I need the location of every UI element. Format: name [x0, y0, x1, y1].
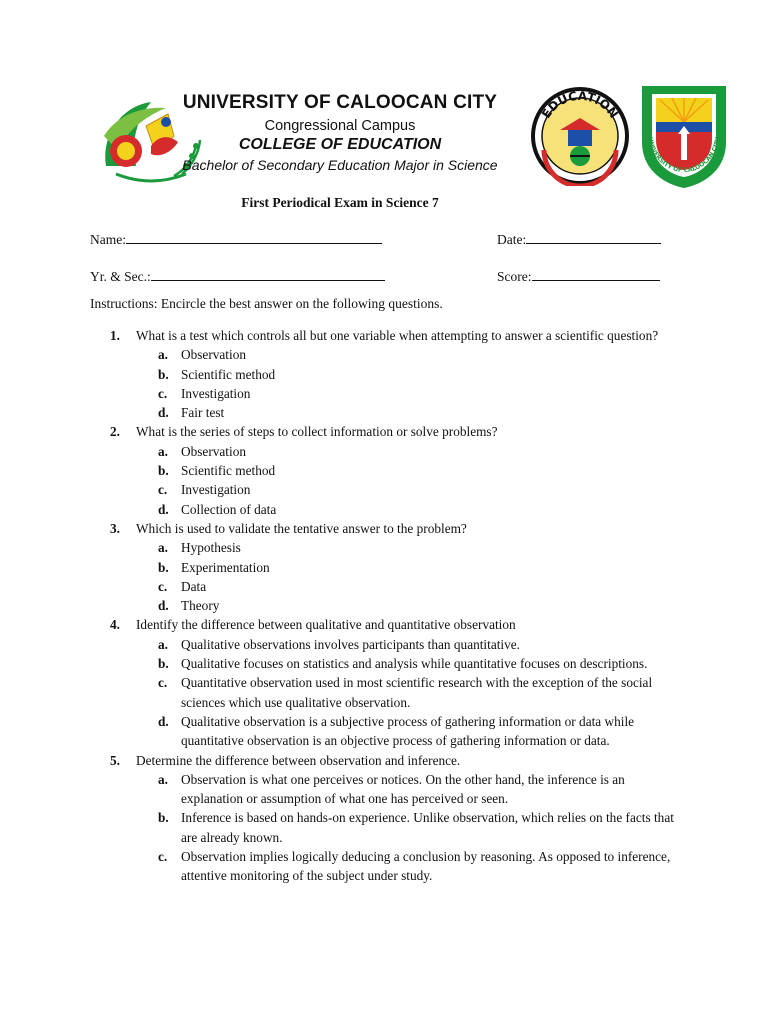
choice-option[interactable] [136, 461, 680, 480]
choice-text: Fair test [181, 405, 225, 421]
choice-text: Scientific method [181, 366, 276, 382]
question-item [110, 751, 680, 886]
section-field[interactable] [90, 268, 385, 285]
choice-letter: d. [158, 598, 169, 614]
question-text: What is a test which controls all but one variable when attempting to answer a scientific question? [136, 328, 659, 343]
choice-option[interactable] [136, 500, 680, 519]
svg-text:EDUCATION: EDUCATION [538, 88, 622, 121]
question-item [110, 422, 680, 518]
choice-letter: c. [158, 849, 168, 865]
question-number: 1. [110, 328, 120, 343]
choice-letter: b. [158, 810, 169, 826]
choice-text: Observation is what one perceives or notices. On the other hand, the inference is an explanation or assumption of what one has perceived or seen. [181, 771, 625, 807]
question-number: 3. [110, 520, 120, 536]
choice-text: Inference is based on hands-on experience. Unlike observation, which relies on the facts that are already known. [181, 810, 674, 845]
question-number: 4. [110, 617, 120, 633]
choice-option[interactable] [136, 345, 680, 364]
question-number: 5. [110, 752, 120, 768]
choice-letter: d. [158, 501, 169, 517]
date-label: Date: [497, 232, 527, 247]
choice-option[interactable] [136, 442, 680, 461]
score-label: Score: [497, 269, 532, 284]
choice-option[interactable] [136, 403, 680, 422]
choice-letter: b. [158, 656, 169, 672]
choice-letter: c. [158, 675, 168, 691]
question-item [110, 615, 680, 750]
choice-text: Hypothesis [181, 540, 241, 556]
choice-option[interactable] [136, 847, 680, 886]
choice-text: Observation [181, 347, 246, 363]
choice-text: Observation implies logically deducing a conclusion by reasoning. As opposed to inference, attentive monitoring of the subject under study. [181, 849, 671, 884]
instructions: Instructions: Encircle the best answer on the following questions. [90, 296, 443, 311]
choice-letter: c. [158, 578, 168, 594]
university-seal [638, 82, 730, 190]
choice-letter: a. [158, 636, 168, 652]
choice-text: Observation [181, 443, 246, 459]
choice-option[interactable] [136, 635, 680, 654]
university-name: UNIVERSITY OF CALOOCAN CITY [182, 92, 498, 113]
choice-text: Experimentation [181, 559, 270, 575]
choice-option[interactable] [136, 712, 680, 751]
question-list [110, 326, 680, 886]
choice-text: Qualitative observations involves participants than quantitative. [181, 636, 520, 652]
education-seal [530, 86, 630, 186]
choice-letter: c. [158, 385, 168, 401]
choice-text: Qualitative observation is a subjective process of gathering information or data while quantitative observation is an objective process of gathering information or data. [181, 713, 635, 749]
choice-text: Data [181, 578, 207, 594]
choice-option[interactable] [136, 538, 680, 557]
choice-letter: a. [158, 540, 168, 556]
document-header [0, 0, 768, 200]
date-field[interactable] [497, 231, 661, 248]
choice-letter: b. [158, 559, 169, 575]
choice-text: Qualitative focuses on statistics and analysis while quantitative focuses on descriptions. [181, 656, 648, 672]
choice-option[interactable] [136, 384, 680, 403]
program-name: Bachelor of Secondary Education Major in Science [182, 157, 498, 173]
name-label: Name: [90, 232, 126, 247]
choice-letter: d. [158, 405, 169, 421]
choice-option[interactable] [136, 577, 680, 596]
question-text: What is the series of steps to collect information or solve problems? [136, 424, 498, 440]
choice-text: Investigation [181, 482, 251, 498]
question-text: Identify the difference between qualitative and quantitative observation [136, 617, 516, 633]
section-label: Yr. & Sec.: [90, 269, 151, 284]
choice-list [136, 770, 680, 886]
question-item [110, 519, 680, 615]
choice-text: Quantitative observation used in most scientific research with the exception of the social sciences which use qualitative observation. [181, 675, 653, 710]
choice-option[interactable] [136, 654, 680, 673]
svg-text:UNIVERSITY OF CALOOCAN CITY: UNIVERSITY OF CALOOCAN CITY [646, 136, 722, 175]
choice-list [136, 538, 680, 615]
choice-option[interactable] [136, 365, 680, 384]
choice-option[interactable] [136, 558, 680, 577]
choice-letter: d. [158, 713, 169, 729]
choice-letter: a. [158, 347, 168, 363]
question-text: Determine the difference between observation and inference. [136, 752, 461, 768]
question-text: Which is used to validate the tentative answer to the problem? [136, 520, 467, 536]
date-blank[interactable] [526, 231, 661, 244]
score-field[interactable] [497, 268, 660, 285]
choice-list [136, 442, 680, 519]
question-number: 2. [110, 424, 120, 440]
campus-name: Congressional Campus [264, 118, 416, 134]
choice-text: Theory [181, 598, 220, 614]
question-item [110, 326, 680, 422]
choice-letter: b. [158, 463, 169, 479]
choice-letter: a. [158, 771, 168, 787]
name-field[interactable] [90, 231, 382, 248]
choice-option[interactable] [136, 673, 680, 712]
section-blank[interactable] [151, 268, 385, 281]
choice-text: Investigation [181, 385, 251, 401]
choice-list [136, 345, 680, 422]
choice-letter: a. [158, 443, 168, 459]
choice-list [136, 635, 680, 751]
choice-letter: c. [158, 482, 168, 498]
choice-letter: b. [158, 366, 169, 382]
choice-option[interactable] [136, 480, 680, 499]
choice-text: Collection of data [181, 501, 277, 517]
name-blank[interactable] [126, 231, 382, 244]
college-name: COLLEGE OF EDUCATION [238, 136, 442, 153]
choice-option[interactable] [136, 808, 680, 847]
score-blank[interactable] [532, 268, 660, 281]
choice-option[interactable] [136, 770, 680, 809]
exam-title: First Periodical Exam in Science 7 [241, 195, 439, 210]
choice-option[interactable] [136, 596, 680, 615]
choice-text: Scientific method [181, 463, 276, 479]
